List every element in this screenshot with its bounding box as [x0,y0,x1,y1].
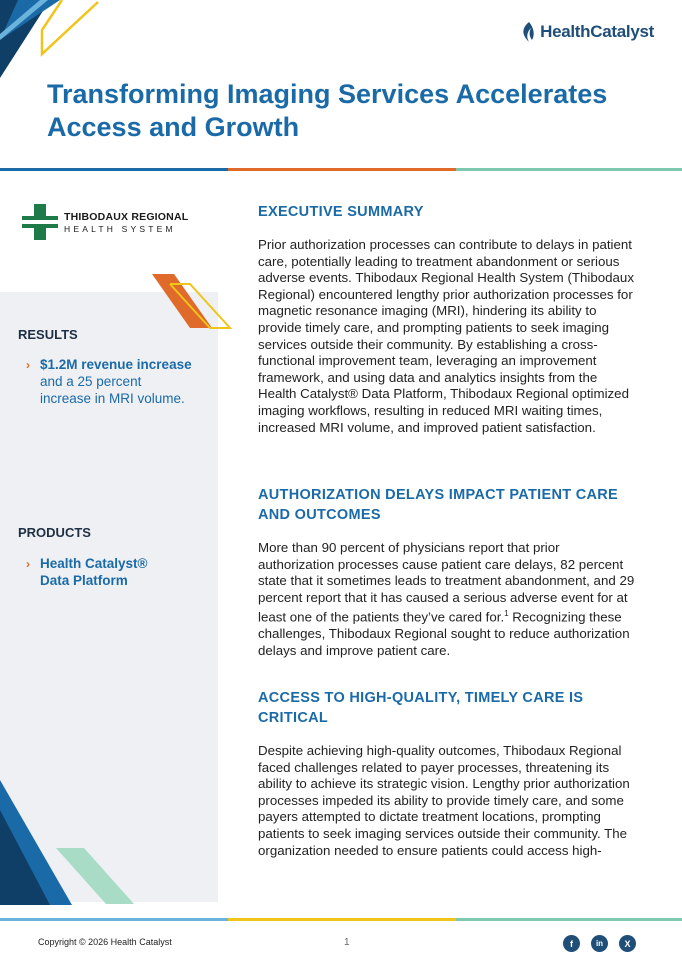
bottom-divider [0,918,682,921]
client-logo [14,193,190,251]
chevron-right-icon: › [26,358,30,372]
client-logo-name: THIBODAUX REGIONAL [64,210,189,223]
flame-logo-icon [520,22,536,42]
brand-name: HealthCatalyst [540,22,654,41]
medical-cross-icon [22,204,58,240]
executive-summary-section [258,202,638,436]
copyright-text: Copyright © 2026 Health Catalyst [38,937,172,947]
section-heading: ACCESS TO HIGH-QUALITY, TIMELY CARE IS CRITICAL [258,690,584,726]
result-text [40,356,196,407]
document-title: Transforming Imaging Services Accelerates Access and Growth [47,79,608,142]
product-item [26,555,196,589]
corner-decoration-top [0,0,110,80]
linkedin-icon[interactable]: in [591,935,608,952]
section-body-part1: More than 90 percent of physicians report that prior authorization processes cause patient care delays, 82 percent state that it sometimes leads to treatment abandonment, and 29 percent report that it has caused a serious adverse event for at least one of the patients they’ve cared for. [258,540,635,625]
result-item [26,356,196,407]
health-catalyst-logo [520,22,654,42]
client-logo-subtitle: HEALTH SYSTEM [64,223,176,234]
authorization-delays-section [258,485,638,660]
footnote-marker: 1 [504,609,509,619]
section-heading: AUTHORIZATION DELAYS IMPACT PATIENT CARE AND OUTCOMES [258,487,618,523]
section-body: Prior authorization processes can contribute to delays in patient care, potentially leading to treatment abandonment or serious adverse events. Thibodaux Regional Health System (Thibodaux Regional) encountered lengthy prior authorization processes for magnetic resonance imaging (MRI), hindering its ability to provide timely care, and prompting patients to seek imaging services outside their community. By establishing a cross-functional improvement team, leveraging an improvement framework, and using data and analytics insights from the Health Catalyst® Data Platform, Thibodaux Regional optimized imaging workflows, resulting in reduced MRI waiting times, increased MRI volume, and improved patient satisfaction. [258,237,634,435]
page-number: 1 [344,937,350,948]
section-body: Despite achieving high-quality outcomes, Thibodaux Regional faced challenges related to payer processes, threatening its ability to achieve its strategic vision. Lengthy prior authorization processes impeded its ability to provide timely care, and some payers attempted to dictate treatment locations, prompting patients to seek imaging services outside their community. The organization needed to ensure patients could access high- [258,743,630,858]
results-heading: RESULTS [18,327,78,342]
products-heading: PRODUCTS [18,525,91,540]
top-divider [0,168,682,171]
result-detail: and a 25 percent increase in MRI volume. [40,374,185,406]
facebook-icon[interactable]: f [563,935,580,952]
product-label: Health Catalyst® Data Platform [40,556,148,588]
chevron-right-icon: › [26,557,30,571]
section-body-part2: Recognizing these challenges, Thibodaux Regional sought to reduce authorization delays and improve patient care. [258,609,630,658]
access-care-section [258,688,638,859]
x-icon[interactable]: X [619,935,636,952]
product-text [40,555,165,589]
stripe-decoration [148,270,238,335]
result-highlight: $1.2M revenue increase [40,357,192,372]
section-heading: EXECUTIVE SUMMARY [258,204,424,220]
section-body [258,540,638,660]
corner-decoration-bottom [0,780,140,905]
